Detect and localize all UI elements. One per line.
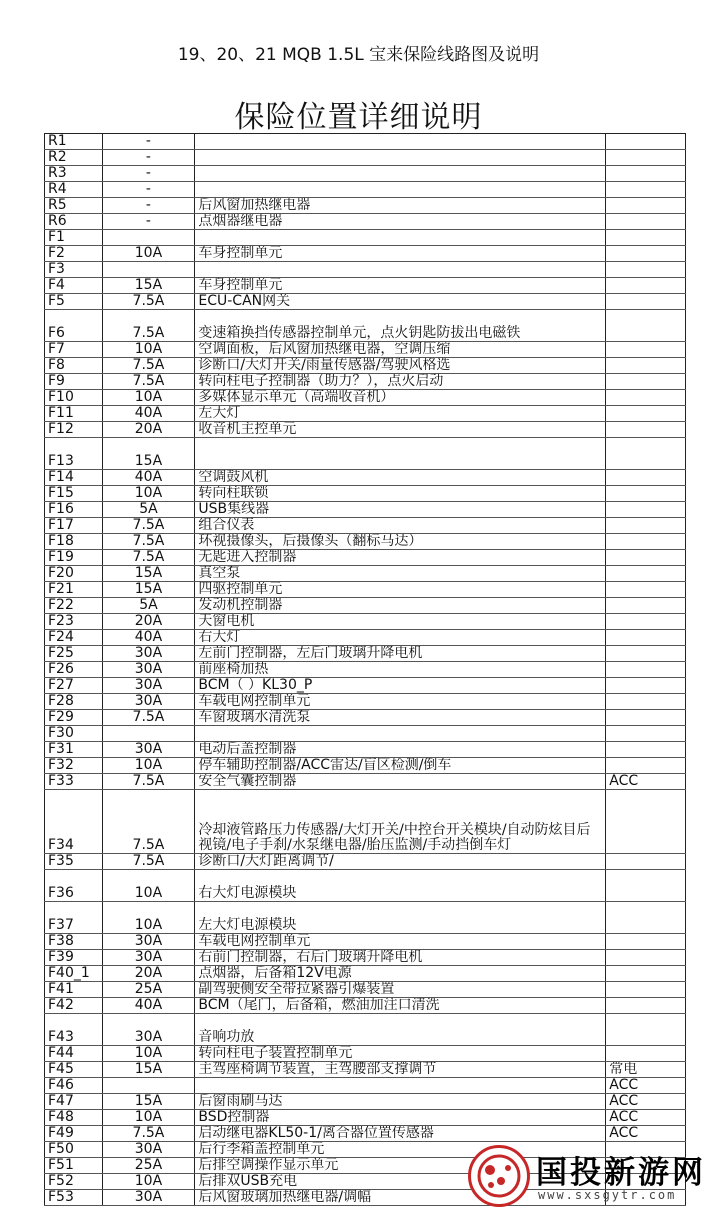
watermark-brand: 国投新游网 [536,1155,706,1191]
description-cell: 无匙进入控制器 [195,550,606,566]
amperage-cell: 10A [102,486,195,502]
description-cell: 转向柱电子控制器（助力？），点火启动 [195,374,606,390]
fuse-id-cell: F51 [45,1158,103,1174]
note-cell [606,662,686,678]
table-row [45,294,686,310]
amperage-cell: 40A [102,630,195,646]
fuse-id-cell: F38 [45,934,103,950]
description-cell: 启动继电器KL50-1/离合器位置传感器 [195,1126,606,1142]
amperage-cell: 7.5A [102,854,195,870]
table-row [45,518,686,534]
watermark-logo [468,1145,708,1207]
note-cell [606,598,686,614]
description-cell: 后行李箱盖控制单元 [195,1142,606,1158]
note-cell [606,278,686,294]
fuse-table [44,133,686,1206]
logo-icon [468,1145,530,1207]
fuse-id-cell: F21 [45,582,103,598]
description-cell: 左大灯电源模块 [195,902,606,934]
note-cell [606,582,686,598]
fuse-id-cell: F29 [45,710,103,726]
fuse-id-cell: F52 [45,1174,103,1190]
description-cell [195,230,606,246]
table-row [45,790,686,854]
note-cell [606,758,686,774]
note-cell [606,678,686,694]
amperage-cell: 25A [102,982,195,998]
fuse-id-cell: F3 [45,262,103,278]
note-cell [606,182,686,198]
description-cell: USB集线器 [195,502,606,518]
table-row [45,1046,686,1062]
fuse-id-cell: F32 [45,758,103,774]
table-row [45,182,686,198]
description-cell: 主驾座椅调节装置，主驾腰部支撑调节 [195,1062,606,1078]
fuse-id-cell: F19 [45,550,103,566]
fuse-id-cell: R4 [45,182,103,198]
description-cell: 副驾驶侧安全带拉紧器引爆装置 [195,982,606,998]
fuse-id-cell: F46 [45,1078,103,1094]
amperage-cell: 30A [102,1190,195,1206]
amperage-cell: 7.5A [102,790,195,854]
amperage-cell: 15A [102,1094,195,1110]
description-cell: BSD控制器 [195,1110,606,1126]
table-row [45,630,686,646]
table-row [45,358,686,374]
fuse-id-cell: F16 [45,502,103,518]
table-row [45,998,686,1014]
description-cell: BCM（ ）KL30_P [195,678,606,694]
description-cell: 电动后盖控制器 [195,742,606,758]
note-cell [606,566,686,582]
amperage-cell: 7.5A [102,534,195,550]
document-title: 19、20、21 MQB 1.5L 宝来保险线路图及说明 [177,45,540,65]
fuse-id-cell: F25 [45,646,103,662]
fuse-id-cell: F50 [45,1142,103,1158]
note-cell: ACC [606,774,686,790]
note-cell [606,726,686,742]
fuse-id-cell: F49 [45,1126,103,1142]
description-cell [195,150,606,166]
amperage-cell: 15A [102,278,195,294]
table-row [45,246,686,262]
table-row [45,854,686,870]
amperage-cell: 10A [102,390,195,406]
fuse-id-cell: F14 [45,470,103,486]
description-cell: 左大灯 [195,406,606,422]
note-cell: ACC [606,1126,686,1142]
note-cell [606,902,686,934]
note-cell [606,614,686,630]
amperage-cell: 30A [102,662,195,678]
table-row [45,646,686,662]
amperage-cell: 15A [102,1062,195,1078]
note-cell [606,390,686,406]
amperage-cell: 7.5A [102,550,195,566]
description-cell: 车载电网控制单元 [195,934,606,950]
note-cell [606,1046,686,1062]
note-cell [606,374,686,390]
table-row [45,1126,686,1142]
fuse-id-cell: F27 [45,678,103,694]
amperage-cell: 40A [102,406,195,422]
table-row [45,566,686,582]
amperage-cell [102,262,195,278]
fuse-id-cell: F18 [45,534,103,550]
note-cell [606,998,686,1014]
amperage-cell: 20A [102,422,195,438]
note-cell [606,518,686,534]
description-cell: 天窗电机 [195,614,606,630]
description-cell: 停车辅助控制器/ACC雷达/盲区检测/倒车 [195,758,606,774]
amperage-cell: 7.5A [102,358,195,374]
amperage-cell: - [102,198,195,214]
amperage-cell: - [102,182,195,198]
note-cell [606,742,686,758]
note-cell [606,982,686,998]
amperage-cell: 10A [102,1046,195,1062]
fuse-id-cell: R2 [45,150,103,166]
note-cell [606,1014,686,1046]
amperage-cell: 30A [102,678,195,694]
fuse-id-cell: F44 [45,1046,103,1062]
table-row [45,470,686,486]
amperage-cell: 10A [102,902,195,934]
description-cell: 后风窗玻璃加热继电器/调幅 [195,1190,606,1206]
note-cell [606,246,686,262]
description-cell: 后风窗加热继电器 [195,198,606,214]
description-cell: 音响功放 [195,1014,606,1046]
table-row [45,662,686,678]
fuse-id-cell: F4 [45,278,103,294]
note-cell [606,486,686,502]
amperage-cell: 7.5A [102,518,195,534]
fuse-id-cell: R3 [45,166,103,182]
description-cell: 四驱控制单元 [195,582,606,598]
amperage-cell: 10A [102,342,195,358]
fuse-id-cell: F8 [45,358,103,374]
description-cell: 转向柱联锁 [195,486,606,502]
section-heading: 保险位置详细说明 [234,100,483,135]
table-row [45,150,686,166]
amperage-cell [102,1078,195,1094]
table-row [45,230,686,246]
amperage-cell: 30A [102,646,195,662]
description-cell: 车窗玻璃水清洗泵 [195,710,606,726]
table-row [45,598,686,614]
amperage-cell: 10A [102,246,195,262]
table-row [45,134,686,150]
description-cell: 后排空调操作显示单元 [195,1158,606,1174]
table-row [45,950,686,966]
description-cell [195,726,606,742]
amperage-cell: 25A [102,1158,195,1174]
fuse-id-cell: F11 [45,406,103,422]
description-cell: 右前门控制器，右后门玻璃升降电机 [195,950,606,966]
amperage-cell: - [102,214,195,230]
amperage-cell: 30A [102,1142,195,1158]
fuse-id-cell: F12 [45,422,103,438]
table-row [45,422,686,438]
table-row [45,870,686,902]
fuse-id-cell: F34 [45,790,103,854]
table-row [45,710,686,726]
description-cell: 左前门控制器，左后门玻璃升降电机 [195,646,606,662]
description-cell: 空调鼓风机 [195,470,606,486]
fuse-id-cell: F7 [45,342,103,358]
fuse-id-cell: F40_1 [45,966,103,982]
note-cell: ACC [606,1078,686,1094]
description-cell: 变速箱换挡传感器控制单元，点火钥匙防拔出电磁铁 [195,310,606,342]
note-cell [606,630,686,646]
description-cell: ECU-CAN网关 [195,294,606,310]
note-cell [606,230,686,246]
fuse-id-cell: F10 [45,390,103,406]
amperage-cell: 40A [102,998,195,1014]
fuse-id-cell: F23 [45,614,103,630]
amperage-cell: 15A [102,438,195,470]
fuse-id-cell: F43 [45,1014,103,1046]
description-cell: 车身控制单元 [195,278,606,294]
amperage-cell: 7.5A [102,310,195,342]
note-cell: ACC [606,1094,686,1110]
note-cell [606,342,686,358]
note-cell: 常电 [606,1062,686,1078]
description-cell: 安全气囊控制器 [195,774,606,790]
description-cell: 诊断口/大灯距离调节/ [195,854,606,870]
note-cell [606,646,686,662]
note-cell [606,950,686,966]
note-cell [606,262,686,278]
note-cell [606,790,686,854]
fuse-id-cell: F26 [45,662,103,678]
table-row [45,694,686,710]
amperage-cell: 7.5A [102,374,195,390]
note-cell [606,438,686,470]
amperage-cell: 30A [102,934,195,950]
description-cell: 发动机控制器 [195,598,606,614]
note-cell [606,854,686,870]
table-row [45,262,686,278]
description-cell: 真空泵 [195,566,606,582]
amperage-cell: 20A [102,614,195,630]
fuse-id-cell: F41 [45,982,103,998]
table-row [45,774,686,790]
amperage-cell: - [102,166,195,182]
table-row [45,406,686,422]
note-cell [606,198,686,214]
amperage-cell: 7.5A [102,710,195,726]
note-cell [606,966,686,982]
note-cell [606,710,686,726]
note-cell [606,550,686,566]
description-cell: 点烟器，后备箱12V电源 [195,966,606,982]
description-cell: 多媒体显示单元（高端收音机） [195,390,606,406]
amperage-cell: 30A [102,742,195,758]
note-cell [606,134,686,150]
note-cell [606,406,686,422]
watermark-url: www.sxsgytr.com [538,1188,677,1202]
fuse-id-cell: F30 [45,726,103,742]
description-cell: 空调面板，后风窗加热继电器，空调压缩 [195,342,606,358]
amperage-cell: 10A [102,1110,195,1126]
table-row [45,758,686,774]
amperage-cell: 15A [102,566,195,582]
table-row [45,678,686,694]
amperage-cell [102,230,195,246]
fuse-id-cell: R5 [45,198,103,214]
table-row [45,982,686,998]
table-row [45,1078,686,1094]
table-row [45,438,686,470]
note-cell [606,694,686,710]
note-cell [606,934,686,950]
fuse-id-cell: F6 [45,310,103,342]
table-row [45,1094,686,1110]
note-cell [606,310,686,342]
amperage-cell: 10A [102,1174,195,1190]
fuse-id-cell: R6 [45,214,103,230]
amperage-cell: - [102,150,195,166]
description-cell: 右大灯电源模块 [195,870,606,902]
note-cell [606,214,686,230]
description-cell: 环视摄像头，后摄像头（翻标马达） [195,534,606,550]
table-row [45,278,686,294]
table-row [45,1062,686,1078]
fuse-id-cell: F48 [45,1110,103,1126]
note-cell: ACC [606,1110,686,1126]
description-cell: 冷却液管路压力传感器/大灯开关/中控台开关模块/自动防炫目后视镜/电子手刹/水泵继电器/胎压监测/手动挡倒车灯 [195,790,606,854]
amperage-cell: 7.5A [102,294,195,310]
note-cell [606,470,686,486]
note-cell [606,534,686,550]
fuse-id-cell: F37 [45,902,103,934]
description-cell: 收音机主控单元 [195,422,606,438]
description-cell [195,1078,606,1094]
fuse-id-cell: F1 [45,230,103,246]
fuse-id-cell: F31 [45,742,103,758]
fuse-id-cell: F36 [45,870,103,902]
table-row [45,390,686,406]
amperage-cell: 5A [102,598,195,614]
amperage-cell: - [102,134,195,150]
table-row [45,374,686,390]
description-cell: 诊断口/大灯开关/雨量传感器/驾驶风格选 [195,358,606,374]
fuse-id-cell: F47 [45,1094,103,1110]
fuse-id-cell: F35 [45,854,103,870]
table-row [45,342,686,358]
description-cell: 转向柱电子装置控制单元 [195,1046,606,1062]
fuse-id-cell: R1 [45,134,103,150]
fuse-id-cell: F9 [45,374,103,390]
note-cell [606,422,686,438]
table-row [45,166,686,182]
table-row [45,502,686,518]
fuse-id-cell: F24 [45,630,103,646]
note-cell [606,166,686,182]
description-cell: 前座椅加热 [195,662,606,678]
note-cell [606,502,686,518]
description-cell [195,438,606,470]
amperage-cell: 7.5A [102,774,195,790]
description-cell: 车身控制单元 [195,246,606,262]
fuse-id-cell: F39 [45,950,103,966]
fuse-id-cell: F13 [45,438,103,470]
fuse-id-cell: F53 [45,1190,103,1206]
amperage-cell: 30A [102,694,195,710]
fuse-id-cell: F22 [45,598,103,614]
note-cell [606,358,686,374]
amperage-cell [102,726,195,742]
description-cell: BCM（尾门，后备箱，燃油加注口清洗 [195,998,606,1014]
description-cell: 后排双USB充电 [195,1174,606,1190]
table-row [45,550,686,566]
amperage-cell: 10A [102,870,195,902]
description-cell: 组合仪表 [195,518,606,534]
table-row [45,310,686,342]
fuse-id-cell: F15 [45,486,103,502]
amperage-cell: 5A [102,502,195,518]
table-row [45,486,686,502]
fuse-table-body [45,134,686,1206]
fuse-id-cell: F45 [45,1062,103,1078]
table-row [45,534,686,550]
table-row [45,902,686,934]
note-cell [606,870,686,902]
amperage-cell: 30A [102,950,195,966]
fuse-id-cell: F33 [45,774,103,790]
note-cell [606,294,686,310]
amperage-cell: 10A [102,758,195,774]
description-cell: 后窗雨刷马达 [195,1094,606,1110]
description-cell [195,262,606,278]
table-row [45,582,686,598]
description-cell [195,166,606,182]
amperage-cell: 30A [102,1014,195,1046]
table-row [45,726,686,742]
table-row [45,198,686,214]
fuse-id-cell: F2 [45,246,103,262]
fuse-id-cell: F17 [45,518,103,534]
table-row [45,614,686,630]
fuse-id-cell: F5 [45,294,103,310]
table-row [45,1110,686,1126]
table-row [45,214,686,230]
amperage-cell: 7.5A [102,1126,195,1142]
amperage-cell: 15A [102,582,195,598]
fuse-id-cell: F20 [45,566,103,582]
table-row [45,742,686,758]
description-cell [195,134,606,150]
fuse-id-cell: F42 [45,998,103,1014]
description-cell: 点烟器继电器 [195,214,606,230]
amperage-cell: 20A [102,966,195,982]
table-row [45,966,686,982]
table-row [45,1014,686,1046]
note-cell [606,150,686,166]
description-cell: 车载电网控制单元 [195,694,606,710]
amperage-cell: 40A [102,470,195,486]
description-cell: 右大灯 [195,630,606,646]
table-row [45,934,686,950]
description-cell [195,182,606,198]
fuse-id-cell: F28 [45,694,103,710]
